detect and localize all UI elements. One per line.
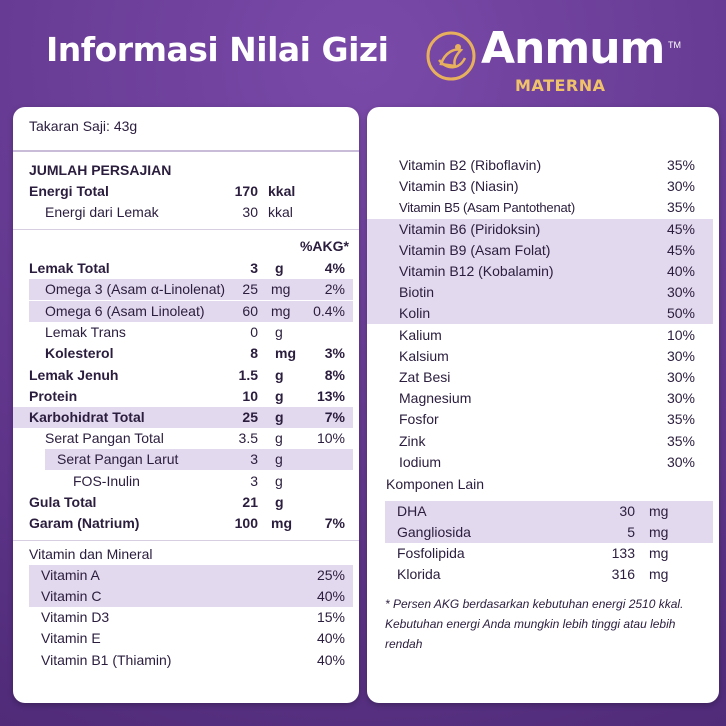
- other-unit: mg: [649, 566, 669, 582]
- nutrient-unit: mg: [271, 303, 291, 319]
- mineral-row: [367, 452, 713, 473]
- vitamin-row: [29, 628, 353, 649]
- nutrient-unit: g: [275, 473, 283, 489]
- vitamin-label: Vitamin A: [41, 567, 100, 583]
- nutrition-card-left: [13, 107, 359, 703]
- vitamin-row: [367, 303, 713, 324]
- nutrient-unit: g: [275, 324, 283, 340]
- mineral-pct: 30%: [666, 390, 695, 406]
- nutrient-label: FOS-Inulin: [73, 473, 140, 489]
- nutrient-label: Serat Pangan Larut: [57, 451, 179, 467]
- vitamin-section-title: Vitamin dan Mineral: [29, 546, 153, 562]
- nutrient-pct: 0.4%: [313, 303, 345, 319]
- nutrient-pct: 13%: [316, 388, 345, 404]
- energy-total-label: Energi Total: [29, 183, 109, 199]
- akg-footnote: * Persen AKG berdasarkan kebutuhan energi 2510 kkal. Kebutuhan energi Anda mungkin lebih tinggi atau lebih rendah: [385, 597, 684, 651]
- mother-baby-logo-icon: [425, 30, 477, 82]
- other-value: 133: [611, 545, 635, 561]
- other-value: 30: [619, 503, 635, 519]
- mineral-pct: 10%: [666, 327, 695, 343]
- mineral-row: [367, 388, 713, 409]
- nutrient-row: [13, 428, 359, 449]
- energy-fat-unit: kkal: [268, 204, 293, 220]
- other-row: [385, 543, 713, 564]
- nutrient-unit: g: [275, 388, 284, 404]
- other-row: [385, 564, 713, 585]
- mineral-pct: 30%: [666, 348, 695, 364]
- vitamin-label: Vitamin B5 (Asam Pantothenat): [399, 200, 576, 215]
- nutrient-row: [13, 513, 359, 534]
- nutrient-row: [45, 449, 353, 470]
- other-label: DHA: [397, 503, 427, 519]
- other-label: Gangliosida: [397, 524, 471, 540]
- nutrient-pct: 4%: [324, 260, 345, 276]
- nutrient-unit: g: [275, 494, 284, 510]
- mineral-pct: 30%: [666, 454, 695, 470]
- section-title: JUMLAH PERSAJIAN: [29, 162, 172, 178]
- vitamin-pct: 40%: [316, 588, 345, 604]
- vitamin-label: Vitamin E: [41, 630, 101, 646]
- vitamin-pct: 40%: [316, 630, 345, 646]
- energy-fat-label: Energi dari Lemak: [45, 204, 159, 220]
- vitamin-pct: 35%: [666, 199, 695, 215]
- other-unit: mg: [649, 503, 669, 519]
- nutrient-label: Gula Total: [29, 494, 97, 510]
- nutrient-value: 3: [250, 260, 258, 276]
- vitamin-row: [367, 240, 713, 261]
- nutrient-value: 25: [242, 409, 258, 425]
- mineral-label: Zat Besi: [399, 369, 451, 385]
- nutrient-label: Lemak Jenuh: [29, 367, 119, 383]
- vitamin-pct: 40%: [666, 263, 695, 279]
- nutrient-row: [13, 322, 359, 343]
- nutrient-pct: 8%: [324, 367, 345, 383]
- vitamin-pct: 30%: [666, 178, 695, 194]
- nutrient-unit: g: [275, 430, 283, 446]
- vitamin-pct: 30%: [666, 284, 695, 300]
- mineral-label: Fosfor: [399, 411, 439, 427]
- vitamin-label: Vitamin B3 (Niasin): [399, 178, 519, 194]
- nutrient-value: 21: [242, 494, 258, 510]
- other-unit: mg: [649, 545, 669, 561]
- nutrient-label: Serat Pangan Total: [45, 430, 164, 446]
- nutrient-row: [29, 279, 353, 300]
- nutrient-row: [13, 407, 353, 428]
- energy-fat-row: [13, 202, 359, 223]
- vitamin-row: [387, 197, 707, 218]
- other-value: 5: [627, 524, 635, 540]
- nutrient-value: 25: [242, 281, 258, 297]
- energy-total-value: 170: [234, 183, 258, 199]
- nutrient-label: Garam (Natrium): [29, 515, 140, 531]
- nutrient-row: [13, 258, 359, 279]
- nutrient-unit: g: [275, 409, 284, 425]
- nutrient-unit: mg: [271, 281, 291, 297]
- vitamin-row: [367, 282, 713, 303]
- nutrient-pct: 2%: [324, 281, 345, 297]
- nutrient-value: 8: [250, 345, 258, 361]
- nutrient-row: [13, 471, 359, 492]
- page-title: Informasi Nilai Gizi: [46, 30, 389, 69]
- mineral-row: [367, 409, 713, 430]
- vitamin-label: Vitamin C: [41, 588, 102, 604]
- mineral-pct: 35%: [666, 433, 695, 449]
- divider: [13, 150, 359, 152]
- nutrient-label: Kolesterol: [45, 345, 114, 361]
- nutrient-value: 10: [242, 388, 258, 404]
- energy-total-unit: kkal: [268, 183, 296, 199]
- mineral-label: Iodium: [399, 454, 442, 470]
- other-label: Klorida: [397, 566, 441, 582]
- nutrient-unit: g: [275, 451, 283, 467]
- nutrient-label: Lemak Trans: [45, 324, 126, 340]
- vitamin-pct: 35%: [666, 157, 695, 173]
- nutrition-card-right: [367, 107, 719, 703]
- nutrient-unit: g: [275, 260, 284, 276]
- akg-header-label: %AKG*: [299, 238, 349, 254]
- vitamin-label: Biotin: [399, 284, 435, 300]
- vitamin-label: Vitamin B12 (Kobalamin): [399, 263, 554, 279]
- mineral-label: Kalsium: [399, 348, 449, 364]
- other-value: 316: [611, 566, 635, 582]
- vitamin-pct: 45%: [666, 242, 695, 258]
- other-label: Fosfolipida: [397, 545, 465, 561]
- nutrient-value: 3.5: [238, 430, 258, 446]
- nutrient-unit: mg: [275, 345, 296, 361]
- mineral-row: [367, 325, 713, 346]
- other-section-title: Komponen Lain: [386, 476, 485, 492]
- nutrient-label: Omega 6 (Asam Linoleat): [45, 303, 205, 319]
- vitamin-row: [367, 261, 713, 282]
- vitamin-row: [367, 219, 713, 240]
- nutrient-row: [13, 492, 359, 513]
- nutrient-value: 3: [250, 451, 258, 467]
- energy-fat-value: 30: [242, 204, 258, 220]
- trademark: TM: [668, 40, 681, 50]
- vitamin-row: [387, 155, 707, 176]
- mineral-row: [367, 346, 713, 367]
- nutrient-unit: mg: [271, 515, 292, 531]
- other-unit: mg: [649, 524, 669, 540]
- brand-name: Anmum: [481, 23, 665, 74]
- other-row: [385, 522, 713, 543]
- vitamin-pct: 15%: [316, 609, 345, 625]
- nutrient-value: 3: [250, 473, 258, 489]
- vitamin-row: [29, 607, 353, 628]
- vitamin-label: Vitamin D3: [41, 609, 110, 625]
- nutrient-label: Omega 3 (Asam α-Linolenat): [45, 281, 226, 297]
- vitamin-label: Vitamin B2 (Riboflavin): [399, 157, 542, 173]
- nutrient-label: Protein: [29, 388, 78, 404]
- nutrient-value: 100: [234, 515, 258, 531]
- vitamin-label: Vitamin B6 (Piridoksin): [399, 221, 541, 237]
- nutrient-value: 1.5: [238, 367, 258, 383]
- vitamin-label: Vitamin B1 (Thiamin): [41, 652, 172, 668]
- vitamin-row: [29, 565, 353, 586]
- vitamin-pct: 50%: [666, 305, 695, 321]
- vitamin-pct: 25%: [316, 567, 345, 583]
- mineral-label: Zink: [399, 433, 426, 449]
- nutrient-value: 0: [250, 324, 258, 340]
- other-row: [385, 501, 713, 522]
- vitamin-label: Vitamin B9 (Asam Folat): [399, 242, 551, 258]
- mineral-row: [367, 431, 713, 452]
- header: [0, 0, 726, 108]
- mineral-label: Magnesium: [399, 390, 472, 406]
- nutrient-pct: 3%: [324, 345, 345, 361]
- energy-total-row: [13, 181, 359, 202]
- vitamin-row: [387, 176, 707, 197]
- vitamin-pct: 40%: [316, 652, 345, 668]
- nutrient-unit: g: [275, 367, 284, 383]
- nutrient-row: [13, 365, 359, 386]
- divider: [13, 229, 359, 230]
- nutrient-row: [29, 301, 353, 322]
- vitamin-row: [29, 650, 353, 671]
- brand-subtitle: MATERNA: [515, 76, 606, 95]
- vitamin-label: Kolin: [399, 305, 431, 321]
- nutrient-value: 60: [242, 303, 258, 319]
- akg-header: [13, 236, 353, 257]
- nutrient-pct: 7%: [324, 515, 345, 531]
- mineral-pct: 35%: [666, 411, 695, 427]
- vitamin-row: [29, 586, 353, 607]
- mineral-pct: 30%: [666, 369, 695, 385]
- mineral-row: [367, 367, 713, 388]
- nutrient-pct: 7%: [324, 409, 345, 425]
- nutrient-label: Karbohidrat Total: [29, 409, 145, 425]
- serving-size: Takaran Saji: 43g: [29, 118, 138, 134]
- nutrient-pct: 10%: [316, 430, 345, 446]
- nutrient-row: [13, 343, 359, 364]
- divider: [13, 540, 359, 541]
- vitamin-pct: 45%: [666, 221, 695, 237]
- nutrient-row: [13, 386, 359, 407]
- mineral-label: Kalium: [399, 327, 442, 343]
- nutrient-label: Lemak Total: [29, 260, 110, 276]
